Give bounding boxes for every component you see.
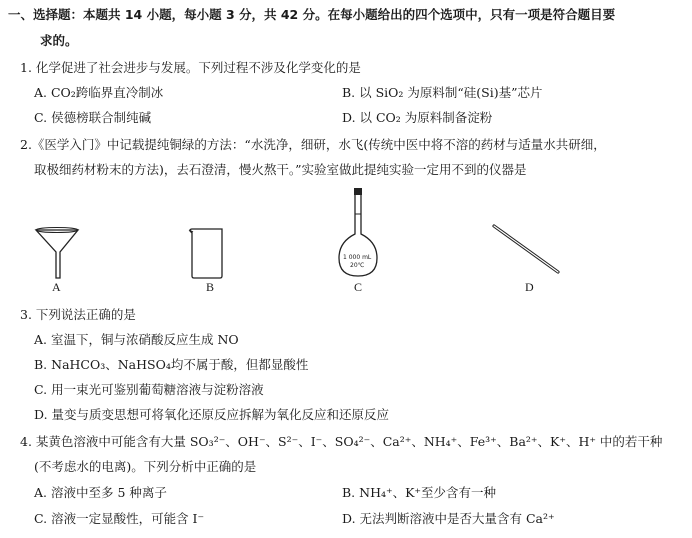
section-title: 一、选择题：本题共 14 小题，每小题 3 分，共 42 分。在每小题给出的四个选项中，只有一项是符合题目要 <box>8 7 616 22</box>
q2-stem-continued: 取极细药材粉末的方法)，去石澄清，慢火熬干。”实验室做此提纯实验一定用不到的仪器是 <box>34 162 527 177</box>
q1-option-c: C. 侯德榜联合制纯碱 <box>34 110 152 125</box>
apparatus-label-b: B <box>206 280 215 294</box>
glass-rod-icon <box>490 222 562 278</box>
funnel-icon <box>34 226 84 281</box>
q1-option-a: A. CO₂跨临界直冷制冰 <box>34 85 164 100</box>
q3-option-d: D. 量变与质变思想可将氧化还原反应拆解为氧化反应和还原反应 <box>34 407 390 422</box>
q3-option-c: C. 用一束光可鉴别葡萄糖溶液与淀粉溶液 <box>34 382 264 397</box>
q1-option-b: B. 以 SiO₂ 为原料制“硅(Si)基”芯片 <box>342 85 543 100</box>
q1-option-d: D. 以 CO₂ 为原料制备淀粉 <box>342 110 493 125</box>
q3-stem: 3. 下列说法正确的是 <box>20 307 136 322</box>
q4-option-a: A. 溶液中至多 5 种离子 <box>34 485 167 500</box>
q3-option-a: A. 室温下，铜与浓硝酸反应生成 NO <box>34 332 239 347</box>
q4-option-c: C. 溶液一定显酸性，可能含 I⁻ <box>34 511 205 526</box>
section-title-continued: 求的。 <box>40 33 78 48</box>
apparatus-label-a: A <box>52 280 61 294</box>
flask-temp-label: 20℃ <box>350 262 365 269</box>
flask-volume-label: 1 000 mL <box>343 254 372 261</box>
q3-option-b: B. NaHCO₃、NaHSO₄均不属于酸，但都显酸性 <box>34 357 309 372</box>
apparatus-label-c: C <box>354 280 363 294</box>
q4-stem-continued: (不考虑水的电离)。下列分析中正确的是 <box>34 459 257 474</box>
q2-stem: 2.《医学入门》中记载提纯铜绿的方法：“水洗净，细研，水飞(传统中医中将不溶的药材与适量水共研细， <box>20 137 606 152</box>
apparatus-label-d: D <box>525 280 534 294</box>
beaker-icon <box>187 228 227 280</box>
q1-stem: 1. 化学促进了社会进步与发展。下列过程不涉及化学变化的是 <box>20 60 361 75</box>
q4-option-b: B. NH₄⁺、K⁺至少含有一种 <box>342 485 497 500</box>
q4-stem: 4. 某黄色溶液中可能含有大量 SO₃²⁻、OH⁻、S²⁻、I⁻、SO₄²⁻、Ca²⁺、NH₄⁺、Fe³⁺、Ba²⁺、K⁺、H⁺ 中的若干种 <box>20 434 663 449</box>
q4-option-d: D. 无法判断溶液中是否大量含有 Ca²⁺ <box>342 511 555 526</box>
